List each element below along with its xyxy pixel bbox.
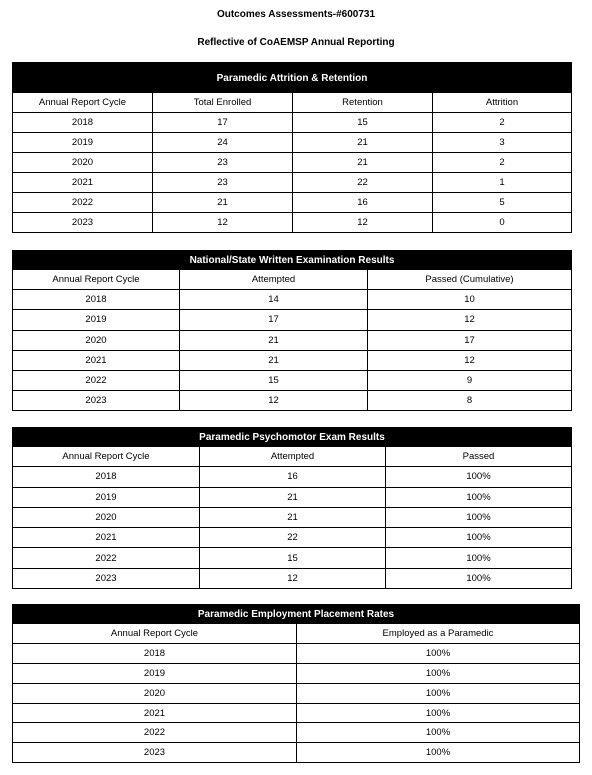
- table-cell: 22: [292, 173, 432, 192]
- table-cell: 8: [367, 391, 571, 410]
- table-row: [13, 172, 571, 192]
- table-row: [13, 568, 571, 588]
- table-cell: 100%: [296, 704, 579, 723]
- table-cell: 15: [199, 548, 385, 567]
- table-row: [13, 547, 571, 567]
- table-cell: 2: [432, 113, 571, 132]
- table-row: [13, 289, 571, 309]
- table-row: [13, 683, 579, 703]
- table-row: [13, 192, 571, 212]
- table-cell: 15: [292, 113, 432, 132]
- table-cell: 2022: [143, 727, 166, 739]
- table-cell: 2018: [85, 294, 107, 306]
- table-cell: 2019: [95, 491, 117, 503]
- attrition-retention-table: [12, 62, 572, 233]
- table-cell: 3: [432, 133, 571, 152]
- table-cell: 2021: [95, 532, 117, 544]
- table-cell: 23: [152, 173, 292, 192]
- table-cell: 2018: [71, 117, 94, 128]
- table-header-row: [13, 624, 579, 643]
- table-row: [13, 132, 571, 152]
- table-row: [13, 390, 571, 410]
- table-title: Paramedic Employment Placement Rates: [13, 605, 579, 624]
- table-row: [13, 507, 571, 527]
- table-row: [13, 742, 579, 762]
- table-cell: 17: [152, 113, 292, 132]
- table-row: [13, 152, 571, 172]
- table-cell: 2018: [95, 471, 117, 483]
- table-cell: 21: [179, 351, 367, 370]
- table-cell: 100%: [385, 548, 571, 567]
- table-cell: 9: [367, 371, 571, 390]
- table-cell: 10: [367, 290, 571, 309]
- table-row: [13, 663, 579, 683]
- table-cell: 100%: [385, 528, 571, 547]
- table-cell: 12: [367, 310, 571, 329]
- column-header: Attempted: [199, 447, 385, 466]
- table-cell: 21: [292, 133, 432, 152]
- table-cell: 16: [199, 467, 385, 486]
- table-cell: 2019: [71, 137, 94, 148]
- table-row: [13, 370, 571, 390]
- table-cell: 1: [432, 173, 571, 192]
- written-exam-results-table: [12, 250, 572, 411]
- table-cell: 2022: [71, 197, 94, 208]
- table-cell: 21: [199, 508, 385, 527]
- table-row: [13, 487, 571, 507]
- table-cell: 100%: [296, 644, 579, 663]
- table-cell: 12: [179, 391, 367, 410]
- table-title: National/State Written Examination Results: [13, 251, 571, 270]
- table-cell: 12: [152, 213, 292, 232]
- table-row: [13, 703, 579, 723]
- table-title: Paramedic Attrition & Retention: [13, 63, 571, 93]
- table-cell: 2023: [85, 395, 107, 407]
- table-cell: 100%: [296, 684, 579, 703]
- table-cell: 23: [152, 153, 292, 172]
- table-cell: 2023: [71, 217, 94, 228]
- table-cell: 2023: [143, 747, 166, 759]
- table-row: [13, 330, 571, 350]
- table-cell: 2023: [95, 572, 117, 584]
- employment-placement-table: [12, 604, 580, 763]
- table-cell: 2021: [143, 707, 166, 719]
- table-cell: 17: [367, 331, 571, 350]
- column-header: Annual Report Cycle: [52, 274, 140, 286]
- table-row: [13, 350, 571, 370]
- table-header-row: [13, 270, 571, 289]
- table-row: [13, 643, 579, 663]
- table-cell: 12: [367, 351, 571, 370]
- table-cell: 2020: [85, 334, 107, 346]
- table-cell: 12: [292, 213, 432, 232]
- column-header: Total Enrolled: [152, 93, 292, 112]
- table-row: [13, 212, 571, 232]
- table-cell: 17: [179, 310, 367, 329]
- column-header: Attrition: [432, 93, 571, 112]
- table-cell: 2022: [95, 552, 117, 564]
- psychomotor-exam-results-table: [12, 427, 572, 589]
- table-cell: 16: [292, 193, 432, 212]
- table-cell: 2021: [71, 177, 94, 188]
- column-header: Retention: [292, 93, 432, 112]
- table-cell: 2019: [85, 314, 107, 326]
- table-cell: 5: [432, 193, 571, 212]
- document-title: Outcomes Assessments-#600731: [216, 9, 376, 20]
- table-header-row: [13, 93, 571, 112]
- table-row: [13, 722, 579, 742]
- table-row: [13, 527, 571, 547]
- table-cell: 2018: [143, 647, 166, 659]
- table-cell: 2022: [85, 375, 107, 387]
- table-cell: 100%: [385, 569, 571, 588]
- table-title: Paramedic Psychomotor Exam Results: [13, 428, 571, 447]
- table-cell: 14: [179, 290, 367, 309]
- column-header: Annual Report Cycle: [62, 451, 150, 463]
- column-header: Passed (Cumulative): [367, 270, 571, 289]
- table-cell: 2021: [85, 354, 107, 366]
- document-subtitle: Reflective of CoAEMSP Annual Reporting: [197, 37, 395, 48]
- table-cell: 100%: [296, 723, 579, 742]
- table-row: [13, 466, 571, 486]
- table-cell: 21: [179, 331, 367, 350]
- table-cell: 12: [199, 569, 385, 588]
- table-cell: 100%: [385, 508, 571, 527]
- table-cell: 100%: [296, 664, 579, 683]
- table-cell: 100%: [385, 467, 571, 486]
- table-cell: 2: [432, 153, 571, 172]
- table-cell: 15: [179, 371, 367, 390]
- table-cell: 2019: [143, 667, 166, 679]
- table-cell: 0: [432, 213, 571, 232]
- column-header: Annual Report Cycle: [38, 97, 127, 108]
- table-row: [13, 309, 571, 329]
- table-cell: 2020: [71, 157, 94, 168]
- table-cell: 2020: [95, 512, 117, 524]
- table-header-row: [13, 447, 571, 466]
- table-cell: 22: [199, 528, 385, 547]
- column-header: Passed: [385, 447, 571, 466]
- table-cell: 21: [292, 153, 432, 172]
- table-cell: 24: [152, 133, 292, 152]
- table-cell: 100%: [385, 488, 571, 507]
- table-cell: 21: [199, 488, 385, 507]
- table-row: [13, 112, 571, 132]
- table-cell: 21: [152, 193, 292, 212]
- column-header: Attempted: [179, 270, 367, 289]
- table-cell: 100%: [296, 743, 579, 762]
- column-header: Employed as a Paramedic: [296, 624, 579, 643]
- table-cell: 2020: [143, 687, 166, 699]
- column-header: Annual Report Cycle: [110, 627, 199, 639]
